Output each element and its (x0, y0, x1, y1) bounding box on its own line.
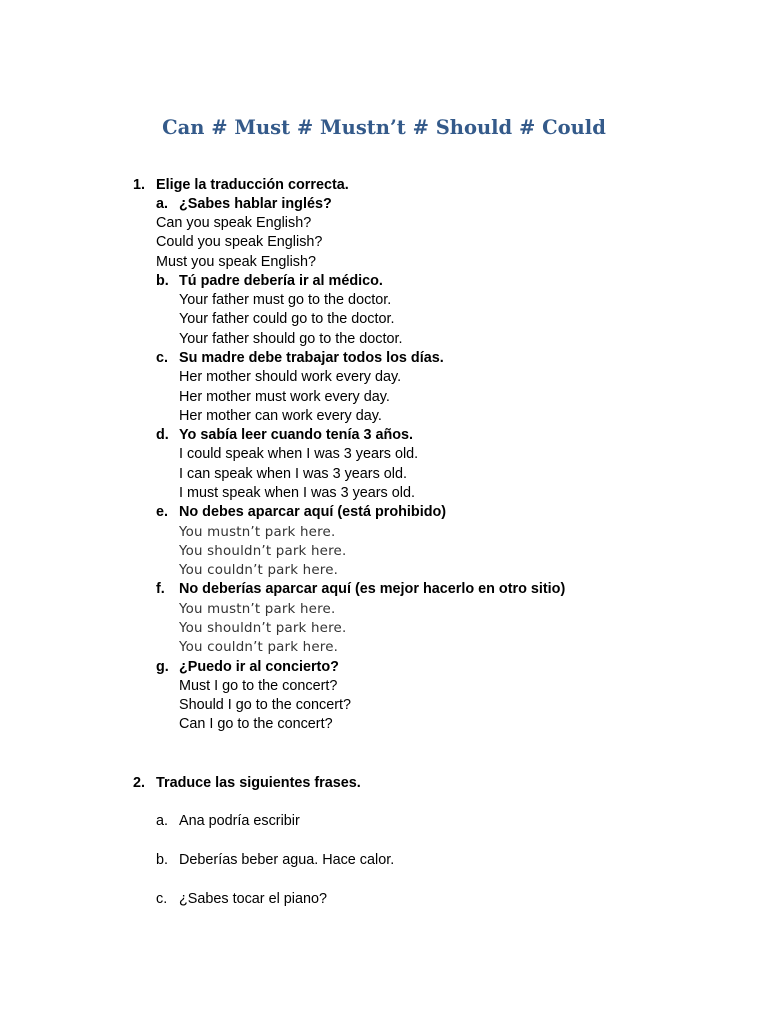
item-question: No debes aparcar aquí (está prohibido) (179, 504, 447, 520)
answer-option: You mustn’t park here. (179, 602, 336, 617)
answer-option: Her mother must work every day. (179, 389, 390, 405)
section-heading: Traduce las siguientes frases. (156, 775, 361, 791)
answer-option: You mustn’t park here. (179, 525, 336, 540)
answer-option: Must I go to the concert? (179, 678, 338, 694)
answer-option: Can you speak English? (156, 215, 312, 231)
item-question: ¿Puedo ir al concierto? (179, 659, 339, 675)
translation-prompt: Ana podría escribir (179, 813, 300, 829)
item-letter: c. (156, 891, 168, 907)
translation-prompt: ¿Sabes tocar el piano? (179, 891, 327, 907)
item-letter: a. (156, 196, 169, 212)
answer-option: Your father should go to the doctor. (179, 331, 403, 347)
item-letter: g. (156, 659, 169, 675)
section-heading: Elige la traducción correcta. (156, 177, 349, 193)
answer-option: I can speak when I was 3 years old. (179, 466, 407, 482)
item-question: No deberías aparcar aquí (es mejor hacerlo en otro sitio) (179, 581, 566, 597)
translation-prompt: Deberías beber agua. Hace calor. (179, 852, 395, 868)
answer-option: You couldn’t park here. (179, 563, 339, 578)
section-number: 2. (133, 775, 146, 791)
item-letter: c. (156, 350, 169, 366)
item-letter: b. (156, 273, 169, 289)
answer-option: Must you speak English? (156, 254, 316, 270)
answer-option: Can I go to the concert? (179, 716, 333, 732)
answer-option: Her mother can work every day. (179, 408, 382, 424)
item-letter: b. (156, 852, 169, 868)
page-title: Can # Must # Mustn’t # Should # Could (162, 116, 606, 139)
item-letter: f. (156, 581, 165, 597)
answer-option: Could you speak English? (156, 234, 323, 250)
item-letter: a. (156, 813, 169, 829)
item-question: Tú padre debería ir al médico. (179, 273, 383, 289)
answer-option: I must speak when I was 3 years old. (179, 485, 415, 501)
item-letter: d. (156, 427, 169, 443)
answer-option: Should I go to the concert? (179, 697, 352, 713)
answer-option: Her mother should work every day. (179, 369, 402, 385)
answer-option: I could speak when I was 3 years old. (179, 446, 419, 462)
item-question: ¿Sabes hablar inglés? (179, 196, 332, 212)
answer-option: You shouldn’t park here. (179, 621, 347, 636)
answer-option: Your father could go to the doctor. (179, 311, 395, 327)
item-question: Su madre debe trabajar todos los días. (179, 350, 444, 366)
answer-option: You shouldn’t park here. (179, 544, 347, 559)
answer-option: You couldn’t park here. (179, 640, 339, 655)
section-number: 1. (133, 177, 146, 193)
item-question: Yo sabía leer cuando tenía 3 años. (179, 427, 414, 443)
answer-option: Your father must go to the doctor. (179, 292, 392, 308)
item-letter: e. (156, 504, 169, 520)
